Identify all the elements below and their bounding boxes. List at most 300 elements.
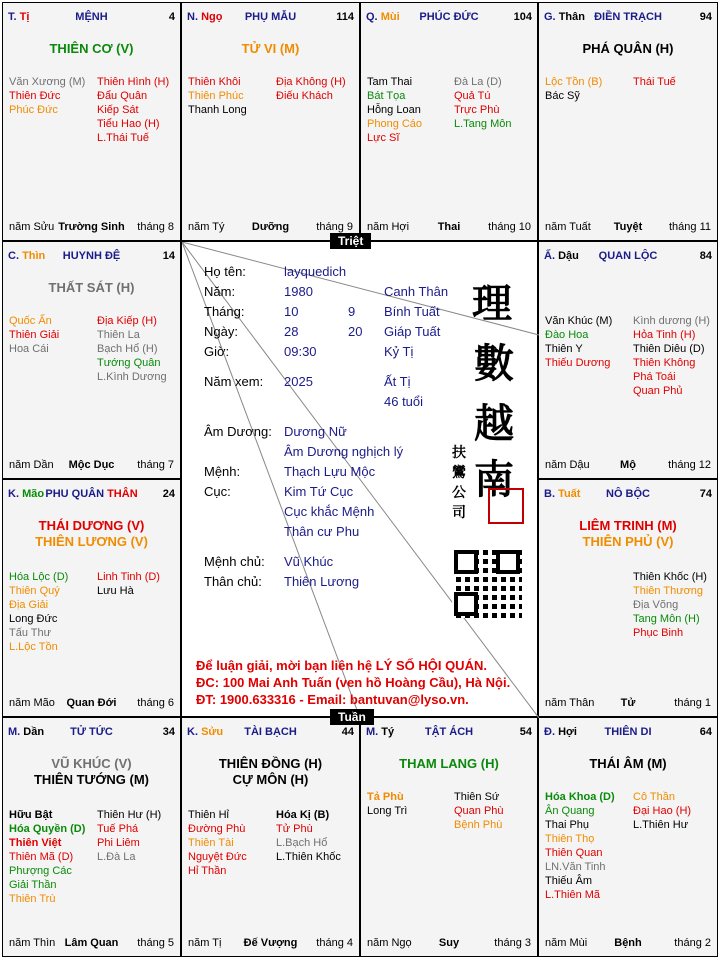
palace-footer xyxy=(545,697,711,710)
footer-month: tháng 3 xyxy=(494,937,531,949)
value-gio: 09:30 xyxy=(284,344,317,359)
minor-star: Hỉ Thần xyxy=(188,865,227,877)
left-star-column xyxy=(545,314,612,370)
minor-star: Thiên Việt xyxy=(9,837,62,849)
palace-name xyxy=(45,488,137,500)
value-gio-can-chi: Kỷ Tị xyxy=(384,344,414,359)
left-star-column xyxy=(188,75,247,117)
right-star-column xyxy=(276,75,346,103)
palace-stem-branch xyxy=(187,726,223,738)
footer-month: tháng 4 xyxy=(316,937,353,949)
palace-stem: B. xyxy=(544,488,555,500)
footer-month: tháng 7 xyxy=(137,459,174,471)
right-star-column xyxy=(97,570,160,598)
footer-month: tháng 6 xyxy=(137,697,174,709)
palace-branch: Dần xyxy=(23,726,45,738)
footer-month: tháng 8 xyxy=(137,221,174,233)
calligraphy-char-3: 越 xyxy=(474,400,514,447)
palace-name xyxy=(63,250,120,262)
minor-star: Hoa Cái xyxy=(9,343,49,355)
minor-star: Đại Hao (H) xyxy=(633,805,692,817)
palace-footer xyxy=(9,697,174,710)
minor-star: Thiếu Âm xyxy=(545,875,593,887)
palace-footer xyxy=(9,937,174,950)
minor-star: Thiên Phúc xyxy=(188,90,244,102)
main-star: THÁI ÂM (M) xyxy=(589,756,667,771)
label-thang: Tháng: xyxy=(204,304,245,319)
tuan-marker: Tuần xyxy=(330,709,374,725)
minor-star: Thiên La xyxy=(97,329,140,341)
palace-name-text: HUYNH ĐỆ xyxy=(62,250,121,262)
minor-star: Bát Tọa xyxy=(367,90,406,102)
palace-footer xyxy=(9,459,174,472)
footer-year: năm Dần xyxy=(9,459,54,471)
minor-star: Tả Phù xyxy=(367,791,404,803)
minor-star: Long Trì xyxy=(367,805,408,817)
minor-star: Thái Tuế xyxy=(633,76,676,88)
palace-age: 14 xyxy=(162,250,175,262)
label-gio: Giờ: xyxy=(204,344,230,359)
palace-ti[interactable] xyxy=(2,2,181,241)
value-nam-xem-can-chi: Ất Tị xyxy=(384,374,411,389)
minor-star: L.Thiên Mã xyxy=(545,889,601,901)
palace-footer xyxy=(188,221,353,234)
contact-line-1: Để luận giải, mời bạn liên hệ LÝ SỐ HỘI QUÁN. xyxy=(196,658,487,673)
palace-ngo[interactable] xyxy=(181,2,360,241)
palace-footer xyxy=(367,221,531,234)
left-star-column xyxy=(9,808,85,906)
minor-star: Giải Thần xyxy=(9,879,57,891)
palace-name-text: PHỤ MẪU xyxy=(244,11,297,23)
palace-name-text: PHU QUÂN xyxy=(45,488,105,500)
palace-footer xyxy=(9,221,174,234)
minor-star: Thiên Đức xyxy=(9,90,61,102)
palace-branch: Thân xyxy=(558,11,585,23)
palace-than[interactable] xyxy=(538,2,718,241)
value-ngay-am: 20 xyxy=(348,324,363,339)
side-char-1: 扶 xyxy=(452,445,466,461)
minor-star: Hỏa Tinh (H) xyxy=(633,329,696,341)
minor-star: Thiên Quý xyxy=(9,585,60,597)
minor-star: Thiên Khôi xyxy=(188,76,241,88)
footer-month: tháng 5 xyxy=(137,937,174,949)
palace-name xyxy=(599,250,658,262)
palace-stem-branch xyxy=(544,11,585,23)
minor-star: Hóa Quyền (D) xyxy=(9,823,86,835)
palace-header xyxy=(544,726,712,740)
label-cuc: Cục: xyxy=(204,484,231,499)
palace-tuat[interactable] xyxy=(538,479,718,717)
seal-stamp xyxy=(488,488,524,524)
right-star-column xyxy=(97,808,161,864)
palace-age: 104 xyxy=(513,11,532,23)
value-am-duong: Dương Nữ xyxy=(284,424,347,439)
minor-star: Lưu Hà xyxy=(97,585,134,597)
minor-star: Phượng Các xyxy=(9,865,72,877)
right-star-column xyxy=(633,75,676,89)
value-am-duong-ly: Âm Dương nghịch lý xyxy=(284,444,404,459)
palace-age: 24 xyxy=(162,488,175,500)
left-star-column xyxy=(545,75,602,103)
minor-star: Thai Phụ xyxy=(545,819,590,831)
palace-stem-branch xyxy=(544,488,580,500)
palace-header xyxy=(544,11,712,25)
side-char-2: 鸞 xyxy=(452,465,466,481)
palace-stem: G. xyxy=(544,11,556,23)
palace-stem-branch xyxy=(8,250,45,262)
minor-star: L.Lộc Tồn xyxy=(9,641,58,653)
label-nam-xem: Năm xem: xyxy=(204,374,264,389)
value-menh-chu: Vũ Khúc xyxy=(284,554,334,569)
minor-star: Linh Tinh (D) xyxy=(97,571,160,583)
value-nam-xem: 2025 xyxy=(284,374,313,389)
minor-star: Địa Không (H) xyxy=(276,76,346,88)
palace-header xyxy=(8,488,175,502)
main-star: TỬ VI (M) xyxy=(241,41,300,56)
footer-month: tháng 10 xyxy=(488,221,531,233)
palace-name xyxy=(245,11,296,23)
palace-stem: M. xyxy=(8,726,21,738)
minor-star: Thiên Trù xyxy=(9,893,56,905)
palace-name-text: TẬT ÁCH xyxy=(424,726,474,738)
footer-month: tháng 1 xyxy=(674,697,711,709)
footer-year: năm Hợi xyxy=(367,221,410,233)
value-cuc: Kim Tứ Cục xyxy=(284,484,354,499)
footer-month: tháng 9 xyxy=(316,221,353,233)
main-star: THIÊN ĐỒNG (H) xyxy=(218,756,323,771)
palace-mui[interactable] xyxy=(360,2,538,241)
minor-star: Nguyệt Đức xyxy=(188,851,247,863)
minor-star: Thiên Thọ xyxy=(545,833,595,845)
minor-star: L.Bạch Hổ xyxy=(276,837,328,849)
palace-name xyxy=(70,726,113,738)
footer-month: tháng 12 xyxy=(668,459,711,471)
palace-dan[interactable] xyxy=(2,717,181,957)
palace-age: 84 xyxy=(699,250,712,262)
palace-stem-branch xyxy=(366,726,394,738)
main-star: CỰ MÔN (H) xyxy=(232,772,309,787)
palace-stem-branch xyxy=(8,488,44,500)
palace-branch: Tuất xyxy=(558,488,581,500)
footer-cycle: Suy xyxy=(438,937,460,949)
minor-star: Phúc Đức xyxy=(9,104,58,116)
minor-star: Phá Toái xyxy=(633,371,676,383)
label-menh-chu: Mệnh chủ: xyxy=(204,554,265,569)
palace-stem-branch xyxy=(544,250,579,262)
palace-hoi[interactable] xyxy=(538,717,718,957)
minor-star: Long Đức xyxy=(9,613,58,625)
minor-star: LN.Văn Tinh xyxy=(545,861,606,873)
minor-star: Thiên Mã (D) xyxy=(9,851,74,863)
palace-header xyxy=(187,11,354,25)
minor-star: Quốc Ấn xyxy=(9,315,52,327)
minor-star: Bác Sỹ xyxy=(545,90,580,102)
footer-year: năm Tị xyxy=(188,937,222,949)
minor-star: Thiên Sứ xyxy=(454,791,500,803)
palace-dau[interactable] xyxy=(538,241,718,479)
label-nam: Năm: xyxy=(204,284,236,299)
right-star-column xyxy=(276,808,341,864)
palace-header xyxy=(8,726,175,740)
palace-name-text: QUAN LỘC xyxy=(598,250,658,262)
minor-star: Bệnh Phù xyxy=(454,819,503,831)
minor-star: L.Thiên Khốc xyxy=(276,851,341,863)
palace-stem-branch xyxy=(366,11,400,23)
left-star-column xyxy=(367,790,407,818)
qr-code xyxy=(452,548,522,618)
minor-star: Đường Phù xyxy=(188,823,246,835)
footer-cycle: Thai xyxy=(437,221,461,233)
palace-stem: M. xyxy=(366,726,379,738)
palace-header xyxy=(366,11,532,25)
triet-marker: Triệt xyxy=(330,233,371,249)
palace-branch: Ngọ xyxy=(201,11,223,23)
palace-stem: Q. xyxy=(366,11,378,23)
label-ho-ten: Họ tên: xyxy=(204,264,246,279)
palace-footer xyxy=(545,459,711,472)
minor-star: Tang Môn (H) xyxy=(633,613,700,625)
minor-star: Thiếu Dương xyxy=(545,357,611,369)
left-star-column xyxy=(367,75,422,145)
palace-stem-branch xyxy=(544,726,577,738)
palace-branch: Mùi xyxy=(380,11,400,23)
left-star-column xyxy=(188,808,247,878)
footer-month: tháng 11 xyxy=(668,221,711,233)
main-star: THẤT SÁT (H) xyxy=(48,280,135,295)
minor-star: Địa Giải xyxy=(9,599,49,611)
minor-star: Hóa Lộc (D) xyxy=(9,571,69,583)
value-cuc-khac: Cục khắc Mệnh xyxy=(284,504,375,519)
contact-line-2: ĐC: 100 Mai Anh Tuấn (ven hồ Hoàng Cầu), Hà Nội. xyxy=(196,675,511,690)
palace-stem-branch xyxy=(8,726,44,738)
footer-year: năm Tuất xyxy=(545,221,591,233)
minor-star: Thanh Long xyxy=(188,104,247,116)
minor-star: L.Thái Tuế xyxy=(97,132,149,144)
minor-star: Quả Tú xyxy=(454,90,491,102)
label-menh: Mệnh: xyxy=(204,464,241,479)
palace-age: 44 xyxy=(341,726,354,738)
minor-star: Phong Cáo xyxy=(367,118,423,130)
palace-age: 54 xyxy=(519,726,532,738)
palace-age: 114 xyxy=(336,11,354,23)
center-info-panel xyxy=(181,241,538,717)
minor-star: Quan Phù xyxy=(454,805,504,817)
minor-star: Trực Phù xyxy=(454,104,500,116)
footer-year: năm Sửu xyxy=(9,221,55,233)
palace-header xyxy=(8,11,175,25)
palace-age: 64 xyxy=(699,726,712,738)
label-am-duong: Âm Dương: xyxy=(204,424,272,439)
palace-footer xyxy=(545,937,711,950)
minor-star: Thiên Tài xyxy=(188,837,234,849)
palace-stem: K. xyxy=(8,488,19,500)
footer-year: năm Thìn xyxy=(9,937,56,949)
palace-name-text: THIÊN DI xyxy=(604,726,652,738)
palace-footer xyxy=(545,221,711,234)
palace-stem: Ấ. xyxy=(544,250,555,262)
label-than-chu: Thân chủ: xyxy=(204,574,262,589)
palace-name-text: ĐIỀN TRẠCH xyxy=(594,11,662,23)
main-star: PHÁ QUÂN (H) xyxy=(582,41,674,56)
main-star: THIÊN PHỦ (V) xyxy=(582,534,674,549)
minor-star: Địa Võng xyxy=(633,599,679,611)
palace-name-text: PHÚC ĐỨC xyxy=(419,11,479,23)
palace-header xyxy=(8,250,175,264)
right-star-column xyxy=(97,75,169,145)
left-star-column xyxy=(9,314,59,356)
minor-star: Cô Thần xyxy=(633,791,675,803)
palace-name-text: NÔ BỘC xyxy=(606,488,650,500)
palace-name xyxy=(244,726,297,738)
minor-star: Văn Xương (M) xyxy=(9,76,86,88)
minor-star: Phục Binh xyxy=(633,627,684,639)
value-tuoi: 46 tuổi xyxy=(384,394,424,409)
main-star: THIÊN TƯỚNG (M) xyxy=(33,772,150,787)
minor-star: Tử Phù xyxy=(276,823,313,835)
palace-name xyxy=(604,726,651,738)
value-menh: Thạch Lựu Mộc xyxy=(284,464,376,479)
palace-branch: Sửu xyxy=(201,726,224,738)
palace-ty[interactable] xyxy=(360,717,538,957)
right-star-column xyxy=(633,314,710,398)
minor-star: Thiên Giải xyxy=(9,329,60,341)
palace-footer xyxy=(367,937,531,950)
contact-line-3: ĐT: 1900.633316 - Email: bantuvan@lyso.vn. xyxy=(196,692,469,707)
value-ho-ten: layquedich xyxy=(284,264,347,279)
footer-year: năm Mùi xyxy=(545,937,588,949)
value-thang-am: 9 xyxy=(348,304,356,319)
palace-header xyxy=(187,726,354,740)
footer-cycle: Dưỡng xyxy=(251,221,290,233)
value-than-chu: Thiên Lương xyxy=(284,574,360,589)
palace-stem: C. xyxy=(8,250,19,262)
minor-star: Thiên Khốc (H) xyxy=(633,571,707,583)
main-star: THIÊN CƠ (V) xyxy=(49,41,134,56)
palace-name xyxy=(75,11,107,23)
palace-age: 4 xyxy=(168,11,175,23)
footer-cycle: Tử xyxy=(620,697,636,709)
main-star: THIÊN LƯƠNG (V) xyxy=(35,534,148,549)
footer-cycle: Bệnh xyxy=(614,937,642,949)
palace-suu[interactable] xyxy=(181,717,360,957)
palace-stem-branch xyxy=(187,11,222,23)
palace-name-text: TỬ TỨC xyxy=(70,726,113,738)
footer-year: năm Ngọ xyxy=(367,937,412,949)
left-star-column xyxy=(9,570,68,654)
palace-branch: Tị xyxy=(19,11,30,23)
minor-star: L.Tang Môn xyxy=(454,118,512,130)
footer-year: năm Thân xyxy=(545,697,595,709)
right-star-column xyxy=(633,570,707,640)
minor-star: Hỗng Loan xyxy=(367,104,421,116)
palace-mao[interactable] xyxy=(2,479,181,717)
minor-star: Bạch Hổ (H) xyxy=(97,343,158,355)
calligraphy-char-2: 數 xyxy=(474,340,514,387)
palace-name xyxy=(606,488,650,500)
side-char-4: 司 xyxy=(452,505,466,521)
palace-thin[interactable] xyxy=(2,241,181,479)
minor-star: Tam Thai xyxy=(367,76,413,88)
palace-name xyxy=(594,11,662,23)
palace-stem: T. xyxy=(8,11,17,23)
main-star: THAM LANG (H) xyxy=(399,756,499,771)
main-star: LIÊM TRINH (M) xyxy=(579,518,677,533)
palace-header xyxy=(366,726,532,740)
main-star: THÁI DƯƠNG (V) xyxy=(38,518,145,533)
main-star: VŨ KHÚC (V) xyxy=(51,756,132,771)
footer-cycle: Trường Sinh xyxy=(58,221,125,233)
palace-age: 94 xyxy=(699,11,712,23)
footer-year: năm Dậu xyxy=(545,459,590,471)
minor-star: Hóa Kị (B) xyxy=(276,809,330,821)
footer-cycle: Đế Vượng xyxy=(243,937,298,949)
minor-star: Quan Phủ xyxy=(633,385,683,397)
minor-star: Điếu Khách xyxy=(276,90,333,102)
palace-branch: Dậu xyxy=(558,250,579,262)
palace-branch: Thìn xyxy=(22,250,46,262)
right-star-column xyxy=(454,790,504,832)
palace-header xyxy=(544,250,712,264)
minor-star: Hữu Bật xyxy=(9,809,53,821)
footer-cycle: Mộ xyxy=(620,459,636,471)
label-ngay: Ngày: xyxy=(204,324,238,339)
palace-stem: K. xyxy=(187,726,198,738)
palace-stem: N. xyxy=(187,11,198,23)
value-ngay-can-chi: Giáp Tuất xyxy=(384,324,441,339)
minor-star: Đà La (D) xyxy=(454,76,502,88)
minor-star: L.Đà La xyxy=(97,851,136,863)
footer-year: năm Mão xyxy=(9,697,55,709)
minor-star: Thiên Quan xyxy=(545,847,603,859)
minor-star: L.Kình Dương xyxy=(97,371,167,383)
value-thang-can-chi: Bính Tuất xyxy=(384,304,440,319)
calligraphy-char-4: 南 xyxy=(474,456,514,503)
minor-star: L.Thiên Hư xyxy=(633,819,689,831)
footer-cycle: Lâm Quan xyxy=(64,937,119,949)
palace-name-text: MỆNH xyxy=(75,11,108,23)
side-char-3: 公 xyxy=(452,485,466,501)
minor-star: Đẩu Quân xyxy=(97,90,148,102)
minor-star: Thiên Không xyxy=(633,357,696,369)
right-star-column xyxy=(454,75,511,131)
palace-branch: Tý xyxy=(381,726,395,738)
minor-star: Kiếp Sát xyxy=(97,104,139,116)
palace-header xyxy=(544,488,712,502)
palace-name xyxy=(425,726,473,738)
value-than-cu: Thân cư Phu xyxy=(284,524,360,539)
palace-stem: Đ. xyxy=(544,726,555,738)
left-star-column xyxy=(9,75,85,117)
minor-star: Thiên Hư (H) xyxy=(97,809,162,821)
minor-star: Phi Liêm xyxy=(97,837,140,849)
minor-star: Địa Kiếp (H) xyxy=(97,315,157,327)
minor-star: Tiểu Hao (H) xyxy=(97,118,160,130)
palace-stem-branch xyxy=(8,11,29,23)
footer-month: tháng 2 xyxy=(674,937,711,949)
value-nam: 1980 xyxy=(284,284,313,299)
palace-footer xyxy=(188,937,353,950)
minor-star: Thiên Y xyxy=(545,343,583,355)
value-thang-duong: 10 xyxy=(284,304,299,319)
right-star-column xyxy=(97,314,167,384)
minor-star: Thiên Diêu (D) xyxy=(633,343,705,355)
minor-star: Tấu Thư xyxy=(9,627,52,639)
footer-year: năm Tý xyxy=(188,221,225,233)
value-nam-can-chi: Canh Thân xyxy=(384,284,449,299)
minor-star: Đào Hoa xyxy=(545,329,589,341)
minor-star: Ân Quang xyxy=(545,805,595,817)
than-marker: THÂN xyxy=(107,488,138,500)
